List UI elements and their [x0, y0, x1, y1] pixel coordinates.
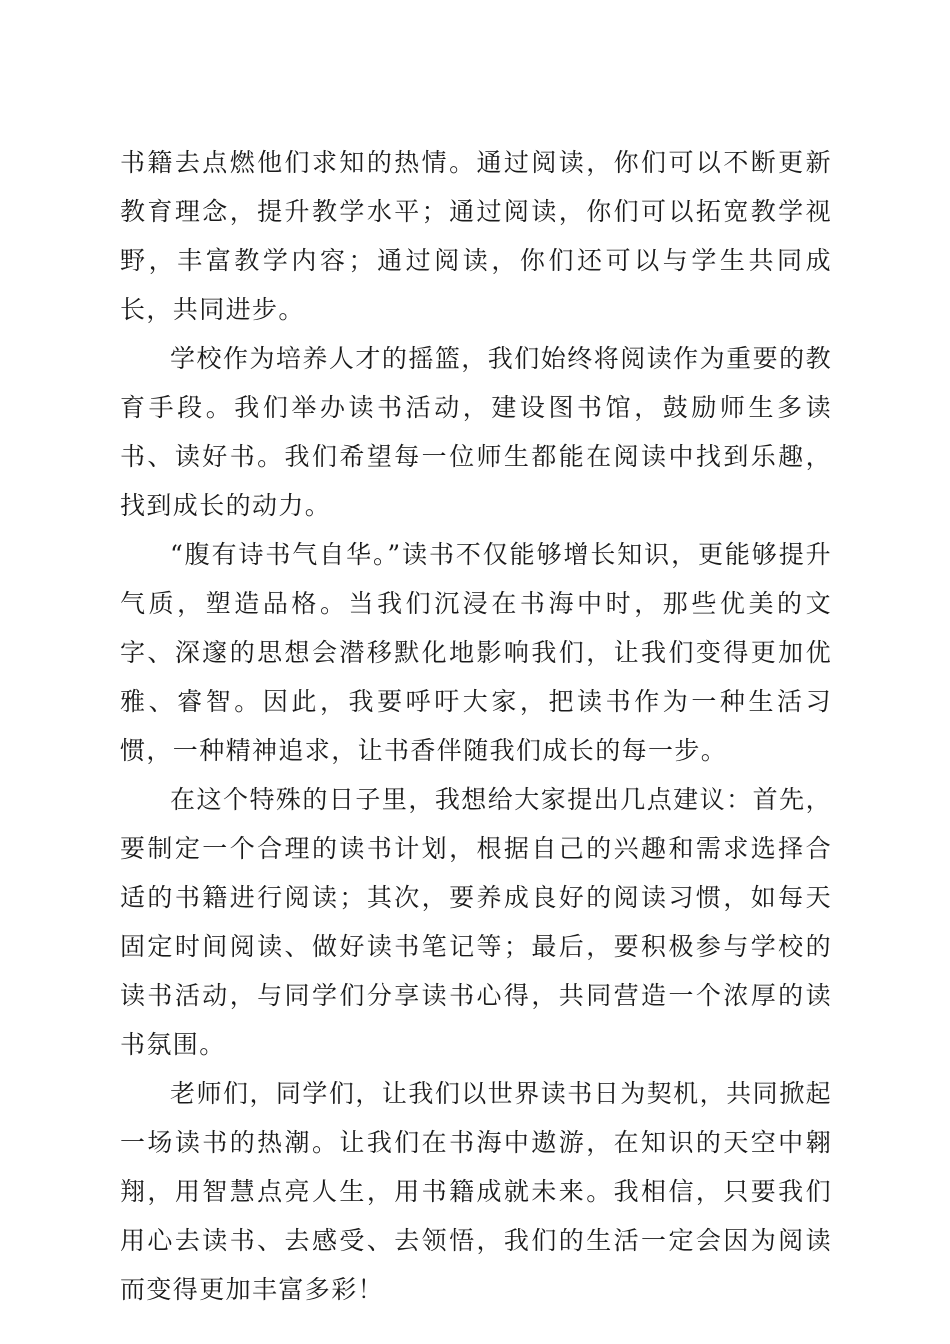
document-body: [120, 138, 832, 1314]
paragraph-suggestions: 在这个特殊的日子里，我想给大家提出几点建议：首先，要制定一个合理的读书计划，根据自己的兴趣和需求选择合适的书籍进行阅读；其次，要养成良好的阅读习惯，如每天固定时间阅读、做好读书笔记等；最后，要积极参与学校的读书活动，与同学们分享读书心得，共同营造一个浓厚的读书氛围。: [120, 785, 832, 1059]
paragraph-continued: 书籍去点燃他们求知的热情。通过阅读，你们可以不断更新教育理念，提升教学水平；通过阅读，你们可以拓宽教学视野，丰富教学内容；通过阅读，你们还可以与学生共同成长，共同进步。: [120, 148, 832, 324]
paragraph-school-reading: 学校作为培养人才的摇篮，我们始终将阅读作为重要的教育手段。我们举办读书活动，建设图书馆，鼓励师生多读书、读好书。我们希望每一位师生都能在阅读中找到乐趣，找到成长的动力。: [120, 344, 832, 520]
paragraph-poetry-quote: “腹有诗书气自华。”读书不仅能够增长知识，更能够提升气质，塑造品格。当我们沉浸在书海中时，那些优美的文字、深邃的思想会潜移默化地影响我们，让我们变得更加优雅、睿智。因此，我要呼吁大家，把读书作为一种生活习惯，一种精神追求，让书香伴随我们成长的每一步。: [120, 540, 832, 765]
paragraph-closing: 老师们，同学们，让我们以世界读书日为契机，共同掀起一场读书的热潮。让我们在书海中遨游，在知识的天空中翱翔，用智慧点亮人生，用书籍成就未来。我相信，只要我们用心去读书、去感受、去领悟，我们的生活一定会因为阅读而变得更加丰富多彩！: [120, 1079, 832, 1304]
